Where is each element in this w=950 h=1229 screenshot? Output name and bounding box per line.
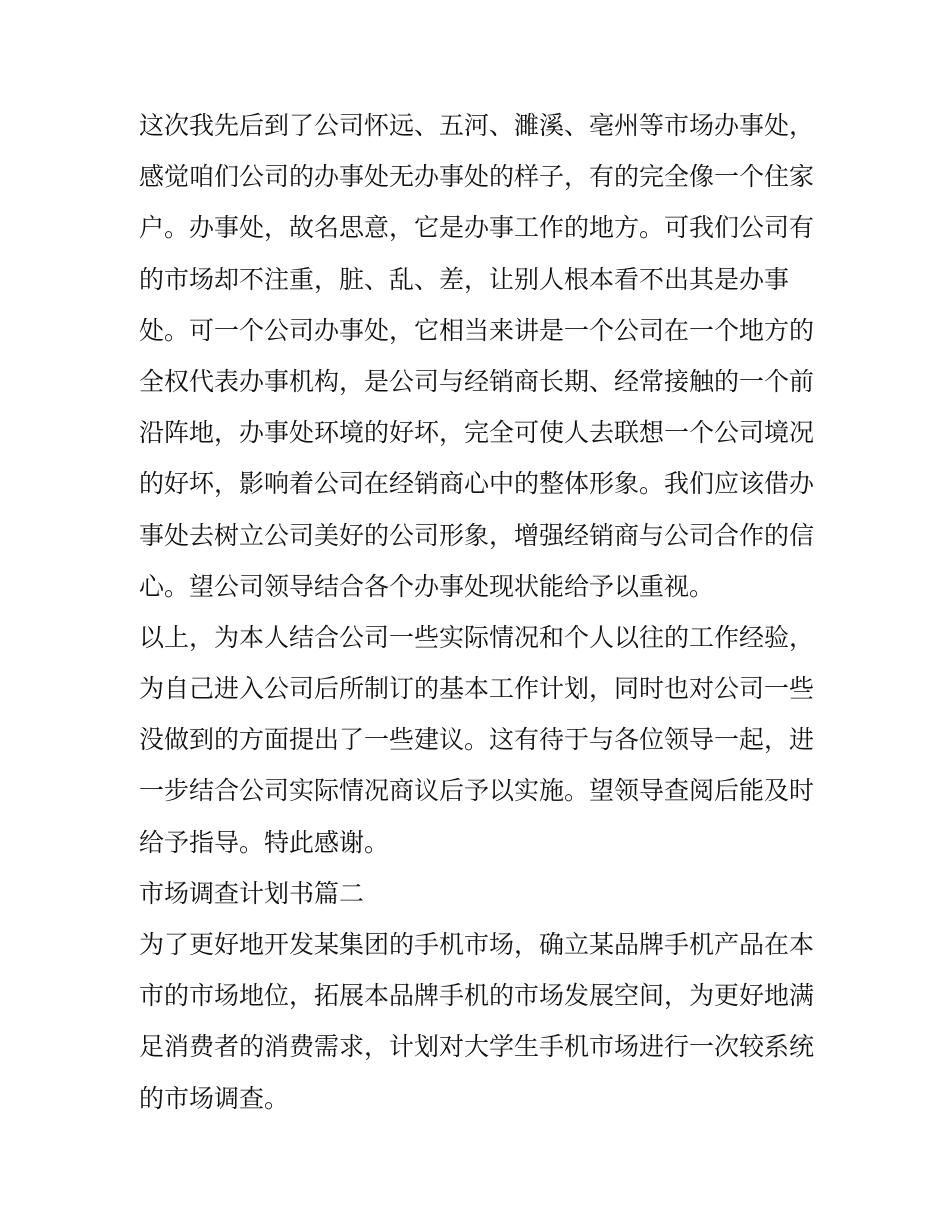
text-line: 为自己进入公司后所制订的基本工作计划，同时也对公司一些	[139, 674, 815, 704]
text-line: 足消费者的消费需求，计划对大学生手机市场进行一次较系统	[139, 1032, 815, 1062]
text-line: 一步结合公司实际情况商议后予以实施。望领导查阅后能及时	[139, 776, 815, 806]
text-line: 的市场调查。	[139, 1083, 290, 1113]
section-heading: 市场调查计划书篇二	[139, 878, 365, 908]
text-line: 沿阵地，办事处环境的好坏，完全可使人去联想一个公司境况	[139, 418, 815, 448]
text-line: 没做到的方面提出了一些建议。这有待于与各位领导一起，进	[139, 725, 815, 755]
text-line: 为了更好地开发某集团的手机市场，确立某品牌手机产品在本	[139, 930, 815, 959]
text-line: 感觉咱们公司的办事处无办事处的样子，有的完全像一个住家	[139, 162, 815, 192]
text-line: 事处去树立公司美好的公司形象，增强经销商与公司合作的信	[139, 520, 815, 550]
text-line: 以上，为本人结合公司一些实际情况和个人以往的工作经验，	[139, 622, 815, 652]
text-line: 市的市场地位，拓展本品牌手机的市场发展空间，为更好地满	[139, 981, 815, 1011]
text-line: 户。办事处，故名思意，它是办事工作的地方。可我们公司有	[139, 213, 815, 243]
text-line: 这次我先后到了公司怀远、五河、濉溪、亳州等市场办事处，	[139, 111, 815, 140]
text-line: 心。望公司领导结合各个办事处现状能给予以重视。	[139, 571, 715, 601]
text-line: 的市场却不注重，脏、乱、差，让别人根本看不出其是办事	[139, 264, 790, 294]
text-line: 全权代表办事机构，是公司与经销商长期、经常接触的一个前	[139, 366, 815, 396]
text-line: 给予指导。特此感谢。	[139, 827, 390, 857]
document-body	[139, 100, 819, 1124]
text-line: 的好坏，影响着公司在经销商心中的整体形象。我们应该借办	[139, 469, 815, 499]
text-line: 处。可一个公司办事处，它相当来讲是一个公司在一个地方的	[139, 315, 815, 345]
